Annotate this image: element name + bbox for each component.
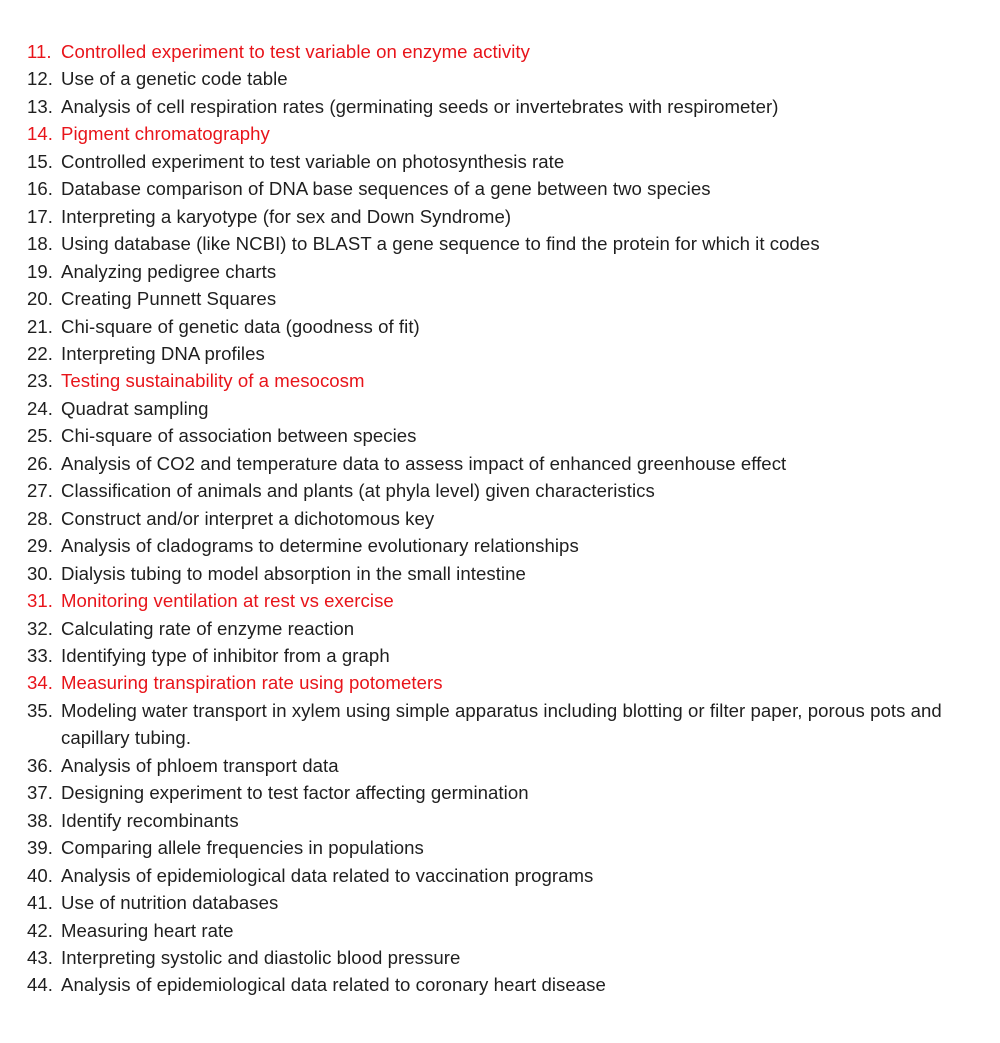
list-item-number: 20.: [27, 288, 53, 310]
list-item-text: Analysis of cell respiration rates (germinating seeds or invertebrates with respirometer): [61, 95, 779, 117]
list-item: [27, 203, 987, 230]
list-item: [27, 560, 987, 587]
list-item: [27, 120, 987, 147]
list-item: [27, 971, 987, 998]
list-item-number: 23.: [27, 370, 53, 392]
list-item-text: Creating Punnett Squares: [61, 288, 277, 310]
list-item: [27, 367, 987, 394]
list-item: [27, 65, 987, 92]
list-item-number: 30.: [27, 562, 53, 584]
list-item-number: 11.: [27, 41, 52, 62]
list-item: [27, 422, 987, 449]
list-item: [27, 148, 987, 175]
list-item-number: 14.: [27, 123, 53, 145]
list-item: [27, 834, 987, 861]
list-item-number: 41.: [27, 892, 53, 914]
list-item: [27, 697, 987, 752]
list-item-text: Dialysis tubing to model absorption in the small intestine: [61, 562, 526, 584]
list-item-number: 43.: [27, 946, 53, 968]
list-item: [27, 642, 987, 669]
list-item-text: Chi-square of genetic data (goodness of fit): [61, 315, 420, 337]
list-item-number: 18.: [27, 233, 53, 255]
list-item: [27, 285, 987, 312]
list-item: [27, 669, 987, 696]
list-item-number: 38.: [27, 809, 53, 831]
list-item-text: Analysis of CO2 and temperature data to assess impact of enhanced greenhouse effect: [61, 452, 787, 474]
list-item-text: Database comparison of DNA base sequences of a gene between two species: [61, 178, 711, 200]
list-item-number: 15.: [27, 150, 53, 172]
list-item-text: Identifying type of inhibitor from a graph: [61, 644, 390, 666]
list-item-text: Use of nutrition databases: [61, 892, 279, 914]
list-item-number: 37.: [27, 782, 53, 804]
list-item-number: 27.: [27, 480, 53, 502]
list-item: [27, 230, 987, 257]
list-item-text: Comparing allele frequencies in populations: [61, 837, 424, 859]
list-item: [27, 615, 987, 642]
list-item: [27, 93, 987, 120]
list-item-number: 35.: [27, 699, 53, 721]
list-item-number: 44.: [27, 974, 53, 996]
list-item: [27, 258, 987, 285]
list-item-text: Controlled experiment to test variable on enzyme activity: [61, 41, 530, 62]
list-item: [27, 917, 987, 944]
list-item-text: Construct and/or interpret a dichotomous key: [61, 507, 435, 529]
list-item-text: Analysis of cladograms to determine evolutionary relationships: [61, 535, 579, 557]
list-item: [27, 477, 987, 504]
list-item-number: 22.: [27, 342, 53, 364]
list-item-number: 24.: [27, 397, 53, 419]
list-item-number: 29.: [27, 535, 53, 557]
list-item-number: 26.: [27, 452, 53, 474]
list-item-number: 16.: [27, 178, 53, 200]
list-item-text: Testing sustainability of a mesocosm: [61, 370, 365, 392]
list-item-text: Analysis of epidemiological data related to vaccination programs: [61, 864, 594, 886]
list-item-text: Controlled experiment to test variable on photosynthesis rate: [61, 150, 565, 172]
list-item: [27, 752, 987, 779]
list-item-text: Modeling water transport in xylem using simple apparatus including blotting or filter paper, porous pots and capillary tubing.: [61, 699, 942, 749]
list-item-text: Chi-square of association between species: [61, 425, 417, 447]
list-item: [27, 807, 987, 834]
list-item: [27, 450, 987, 477]
list-item-text: Analyzing pedigree charts: [61, 260, 277, 282]
list-item-number: 12.: [27, 68, 53, 90]
list-item: [27, 313, 987, 340]
list-item-number: 19.: [27, 260, 53, 282]
list-item-text: Designing experiment to test factor affecting germination: [61, 782, 529, 804]
list-item: [27, 532, 987, 559]
list-item-text: Quadrat sampling: [61, 397, 209, 419]
list-item: [27, 340, 987, 367]
list-item-number: 17.: [27, 205, 53, 227]
list-item: [27, 889, 987, 916]
list-item: [27, 779, 987, 806]
list-item-text: Monitoring ventilation at rest vs exercise: [61, 590, 394, 612]
list-item-text: Identify recombinants: [61, 809, 239, 831]
list-item: [27, 944, 987, 971]
list-item-number: 34.: [27, 672, 53, 694]
list-item-text: Measuring heart rate: [61, 919, 234, 941]
list-item-number: 25.: [27, 425, 53, 447]
list-item: [27, 395, 987, 422]
list-item: [27, 505, 987, 532]
list-item-text: Using database (like NCBI) to BLAST a gene sequence to find the protein for which it codes: [61, 233, 820, 255]
list-item-text: Measuring transpiration rate using potometers: [61, 672, 443, 694]
list-item-text: Interpreting systolic and diastolic blood pressure: [61, 946, 461, 968]
list-item-number: 31.: [27, 590, 53, 612]
list-item-number: 42.: [27, 919, 53, 941]
list-item-number: 33.: [27, 644, 53, 666]
list-item: [27, 587, 987, 614]
list-item-text: Analysis of epidemiological data related to coronary heart disease: [61, 974, 606, 996]
list-item-number: 39.: [27, 837, 53, 859]
list-item-number: 32.: [27, 617, 53, 639]
list-item-text: Calculating rate of enzyme reaction: [61, 617, 355, 639]
list-item-text: Classification of animals and plants (at phyla level) given characteristics: [61, 480, 655, 502]
list-item-text: Interpreting DNA profiles: [61, 342, 265, 364]
list-item-number: 28.: [27, 507, 53, 529]
list-item-text: Pigment chromatography: [61, 123, 270, 145]
list-item: [27, 862, 987, 889]
list-item: [27, 38, 987, 65]
list-item-number: 21.: [27, 315, 53, 337]
list-item-text: Use of a genetic code table: [61, 68, 288, 90]
list-item-number: 36.: [27, 754, 53, 776]
practical-skills-list: [27, 38, 987, 999]
list-item-text: Analysis of phloem transport data: [61, 754, 339, 776]
list-item-number: 13.: [27, 95, 53, 117]
list-item-number: 40.: [27, 864, 53, 886]
list-item-text: Interpreting a karyotype (for sex and Down Syndrome): [61, 205, 512, 227]
list-item: [27, 175, 987, 202]
